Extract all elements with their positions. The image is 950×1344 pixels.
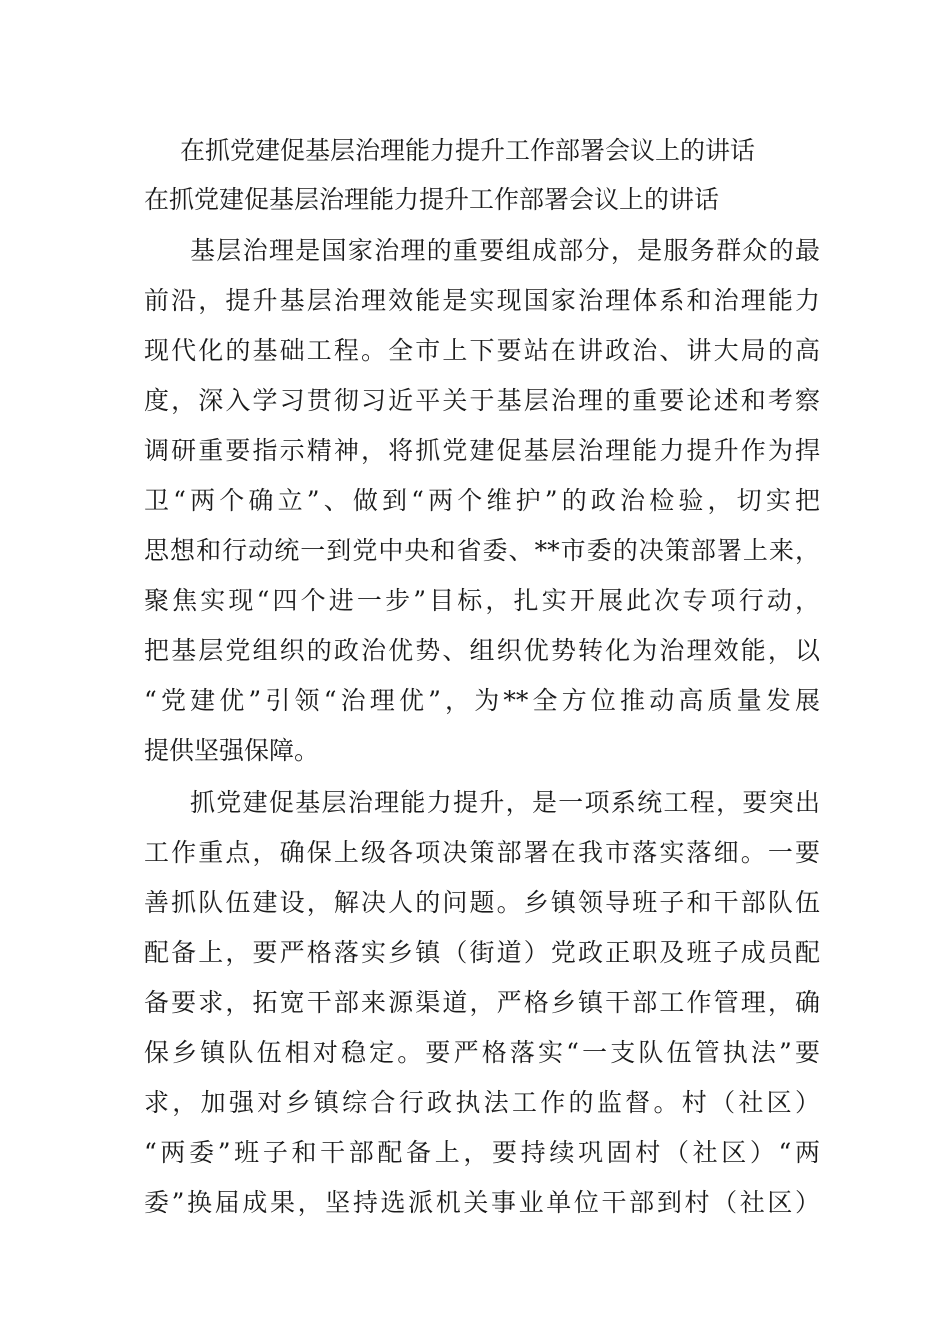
text-line: 基层治理是国家治理的重要组成部分，是服务群众的最	[190, 236, 820, 265]
text-line: 保乡镇队伍相对稳定。要严格落实“一支队伍管执法”要	[144, 1038, 820, 1067]
document-title-repeat: 在抓党建促基层治理能力提升工作部署会议上的讲话	[144, 185, 720, 214]
text-line: 提供坚强保障。	[144, 736, 320, 765]
text-line: 现代化的基础工程。全市上下要站在讲政治、讲大局的高	[144, 336, 820, 365]
text-line: 配备上，要严格落实乡镇（街道）党政正职及班子成员配	[144, 938, 820, 967]
text-line: 备要求，拓宽干部来源渠道，严格乡镇干部工作管理，确	[144, 988, 820, 1017]
text-line: 调研重要指示精神，将抓党建促基层治理能力提升作为捍	[144, 436, 820, 465]
text-line: “党建优”引领“治理优”，为**全方位推动高质量发展	[144, 686, 820, 715]
text-line: 聚焦实现“四个进一步”目标，扎实开展此次专项行动，	[144, 586, 820, 615]
text-line: 思想和行动统一到党中央和省委、**市委的决策部署上来，	[144, 536, 820, 565]
text-line: 前沿，提升基层治理效能是实现国家治理体系和治理能力	[144, 286, 820, 315]
text-line: 度，深入学习贯彻习近平关于基层治理的重要论述和考察	[144, 386, 820, 415]
text-line: “两委”班子和干部配备上，要持续巩固村（社区）“两	[144, 1138, 820, 1167]
text-line: 委”换届成果，坚持选派机关事业单位干部到村（社区）	[144, 1188, 820, 1217]
text-line: 善抓队伍建设，解决人的问题。乡镇领导班子和干部队伍	[144, 888, 820, 917]
text-line: 求，加强对乡镇综合行政执法工作的监督。村（社区）	[144, 1088, 820, 1117]
text-line: 把基层党组织的政治优势、组织优势转化为治理效能，以	[144, 636, 820, 665]
text-line: 工作重点，确保上级各项决策部署在我市落实落细。一要	[144, 838, 820, 867]
text-line: 抓党建促基层治理能力提升，是一项系统工程，要突出	[190, 788, 820, 817]
document-title: 在抓党建促基层治理能力提升工作部署会议上的讲话	[180, 136, 756, 165]
text-line: 卫“两个确立”、做到“两个维护”的政治检验，切实把	[144, 486, 820, 515]
